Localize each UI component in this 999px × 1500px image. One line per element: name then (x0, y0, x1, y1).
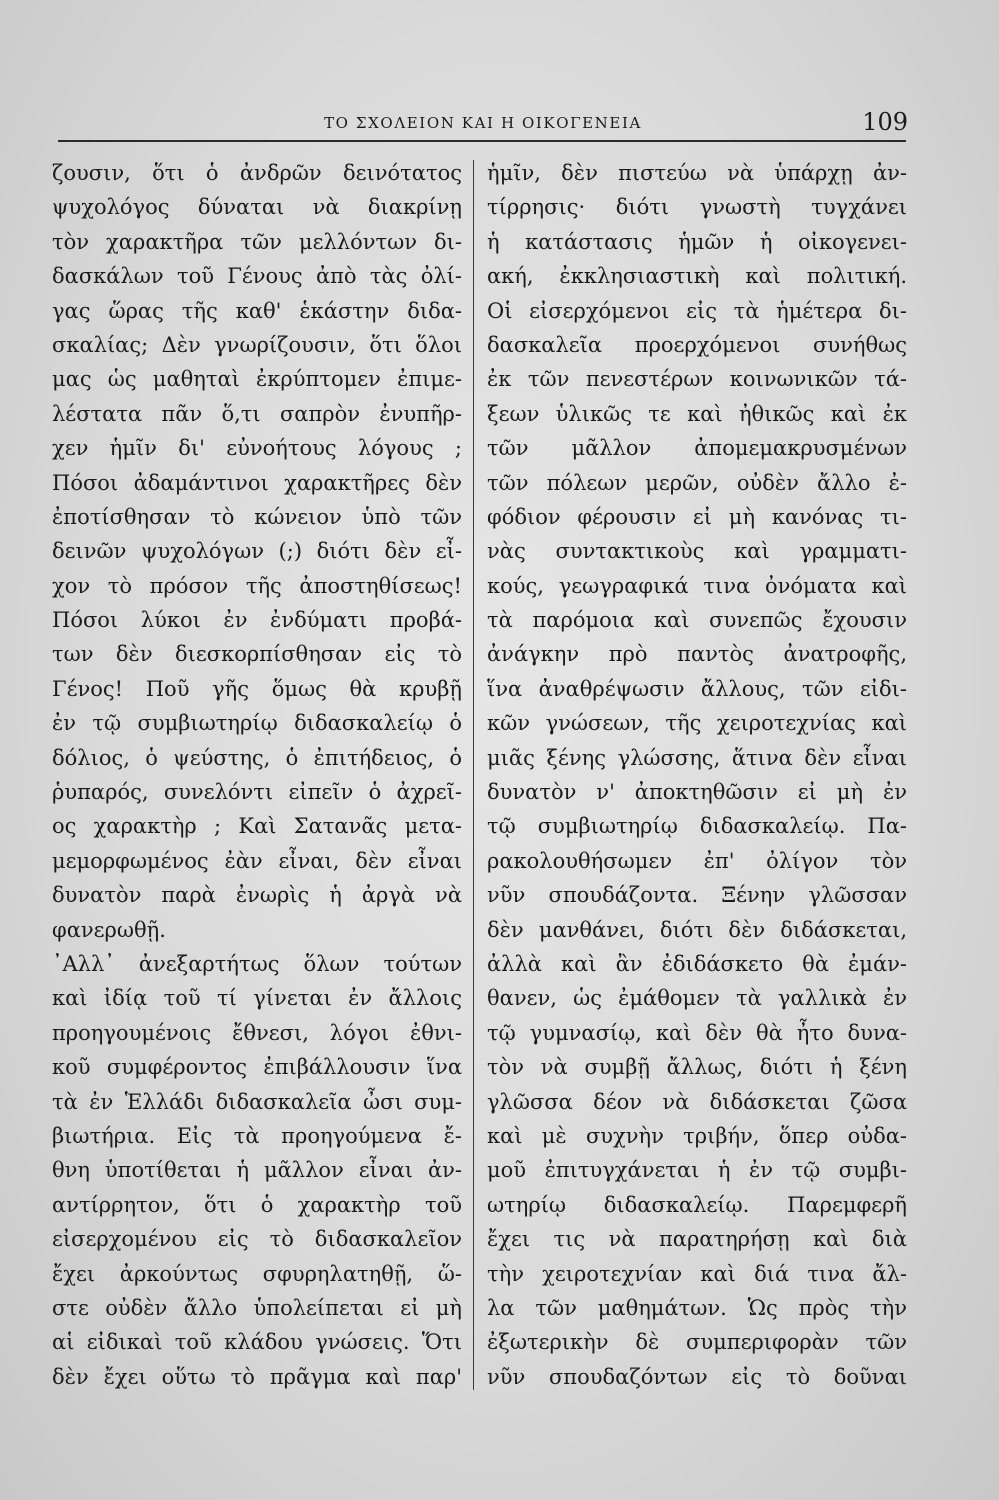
text-line: ᾿Αλλ᾿ ἀνεξαρτήτως ὅλων τούτων (52, 951, 462, 976)
text-line: ἐκ τῶν πενεστέρων κοινωνικῶν τά- (487, 367, 907, 392)
text-line: κοῦ συμφέροντος ἐπιβάλλουσιν ἵνα (52, 1055, 462, 1080)
text-line: φόδιον φέρουσιν εἰ μὴ κανόνας τι- (487, 504, 907, 529)
text-line: τῶν πόλεων μερῶν, οὐδὲν ἄλλο ἐ- (487, 470, 907, 495)
text-line: τὸν νὰ συμβῇ ἄλλως, διότι ἡ ξένη (487, 1055, 907, 1080)
text-line: Γένος! Ποῦ γῆς ὅμως θὰ κρυβῇ (52, 676, 462, 701)
text-line: ος χαρακτὴρ ; Καὶ Σατανᾶς μετα- (52, 814, 462, 839)
text-line: μας ὡς μαθηταὶ ἐκρύπτομεν ἐπιμε- (52, 367, 462, 392)
text-line: δασκαλεῖα προερχόμενοι συνήθως (487, 332, 907, 357)
text-line: ἐποτίσθησαν τὸ κώνειον ὑπὸ τῶν (52, 504, 462, 529)
text-line: χεν ἡμῖν δι' εὐνοήτους λόγους ; (52, 436, 462, 461)
text-line: μιᾶς ξένης γλώσσης, ἅτινα δὲν εἶναι (487, 745, 907, 770)
text-line: δεινῶν ψυχολόγων (;) διότι δὲν εἶ- (52, 539, 462, 564)
text-line: Πόσοι λύκοι ἐν ἐνδύματι προβά- (52, 608, 462, 633)
text-line: χον τὸ πρόσον τῆς ἀποστηθίσεως! (52, 573, 462, 598)
text-line: αἱ εἰδικαὶ τοῦ κλάδου γνώσεις. Ὅτι (52, 1330, 462, 1355)
text-line: καὶ ἰδίᾳ τοῦ τί γίνεται ἐν ἄλλοις (52, 986, 462, 1011)
text-line: τὰ παρόμοια καὶ συνεπῶς ἔχουσιν (487, 608, 907, 633)
text-line: κούς, γεωγραφικά τινα ὀνόματα καὶ (487, 573, 907, 598)
text-line: δὲν μανθάνει, διότι δὲν διδάσκεται, (487, 917, 907, 942)
text-line: τῶν μᾶλλον ἀπομεμακρυσμένων (487, 436, 907, 461)
text-line: Πόσοι ἀδαμάντινοι χαρακτῆρες δὲν (52, 470, 462, 495)
running-title: ΤΟ ΣΧΟΛΕΙΟΝ ΚΑΙ Η ΟΙΚΟΓΕΝΕΙΑ (324, 114, 642, 132)
text-line: μοῦ ἐπιτυγχάνεται ἡ ἐν τῷ συμβι- (487, 1158, 907, 1183)
text-line: ἡ κατάστασις ἡμῶν ἡ οἰκογενει- (487, 229, 907, 254)
text-line: Οἱ εἰσερχόμενοι εἰς τὰ ἡμέτερα δι- (487, 298, 907, 323)
text-line: δόλιος, ὁ ψεύστης, ὁ ἐπιτήδειος, ὁ (52, 745, 462, 770)
text-line: ωτηρίῳ διδασκαλείῳ. Παρεμφερῆ (487, 1192, 907, 1217)
text-line: ῥυπαρός, συνελόντι εἰπεῖν ὁ ἀχρεῖ- (52, 780, 462, 805)
text-line: ἔχει ἀρκούντως σφυρηλατηθῇ, ὥ- (52, 1261, 462, 1286)
text-line: καὶ μὲ συχνὴν τριβήν, ὅπερ οὐδα- (487, 1123, 907, 1148)
text-line: ἔχει τις νὰ παρατηρήσῃ καὶ διὰ (487, 1227, 907, 1252)
text-line: ακή, ἐκκλησιαστικὴ καὶ πολιτική. (487, 264, 907, 289)
text-line: στε οὐδὲν ἄλλο ὑπολείπεται εἰ μὴ (52, 1295, 462, 1320)
text-line: νὰς συντακτικοὺς καὶ γραμματι- (487, 539, 907, 564)
text-line: μεμορφωμένος ἐὰν εἶναι, δὲν εἶναι (52, 848, 462, 873)
text-line: τὸν χαρακτῆρα τῶν μελλόντων δι- (52, 229, 462, 254)
text-line: θνη ὑποτίθεται ἡ μᾶλλον εἶναι ἀν- (52, 1158, 462, 1183)
text-line: τὴν χειροτεχνίαν καὶ διά τινα ἄλ- (487, 1261, 907, 1286)
text-line: γας ὥρας τῆς καθ' ἑκάστην διδα- (52, 298, 462, 323)
right-text-column (487, 156, 907, 1394)
text-line: φανερωθῇ. (52, 917, 166, 942)
text-line: ρακολουθήσωμεν ἐπ' ὀλίγον τὸν (487, 848, 907, 873)
text-line: προηγουμένοις ἔθνεσι, λόγοι ἐθνι- (52, 1020, 462, 1045)
text-line: δυνατὸν ν' ἀποκτηθῶσιν εἰ μὴ ἐν (487, 780, 907, 805)
header-rule (58, 140, 906, 142)
text-line: ἵνα ἀναθρέψωσιν ἄλλους, τῶν εἰδι- (487, 676, 907, 701)
page-number: 109 (862, 108, 908, 136)
text-line: ψυχολόγος δύναται νὰ διακρίνῃ (52, 195, 462, 220)
text-line: αντίρρητον, ὅτι ὁ χαρακτὴρ τοῦ (52, 1192, 462, 1217)
text-line: τῷ συμβιωτηρίῳ διδασκαλείῳ. Πα- (487, 814, 907, 839)
text-line: ἐξωτερικὴν δὲ συμπεριφορὰν τῶν (487, 1330, 907, 1355)
text-line: βιωτήρια. Εἰς τὰ προηγούμενα ἔ- (52, 1123, 462, 1148)
text-line: σκαλίας; Δὲν γνωρίζουσιν, ὅτι ὅλοι (52, 332, 462, 357)
text-line: ἀλλὰ καὶ ἂν ἐδιδάσκετο θὰ ἐμάν- (487, 951, 907, 976)
left-text-column (52, 156, 462, 1394)
page-header (58, 108, 908, 136)
text-line: νῦν σπουδαζόντων εἰς τὸ δοῦναι (487, 1364, 907, 1389)
text-line: τῷ γυμνασίῳ, καὶ δὲν θὰ ἦτο δυνα- (487, 1020, 907, 1045)
text-line: ξεων ὑλικῶς τε καὶ ἠθικῶς καὶ ἐκ (487, 401, 907, 426)
text-line: τὰ ἐν Ἑλλάδι διδασκαλεῖα ὦσι συμ- (52, 1089, 462, 1114)
text-line: ἐν τῷ συμβιωτηρίῳ διδασκαλείῳ ὁ (52, 711, 462, 736)
text-line: ἀνάγκην πρὸ παντὸς ἀνατροφῆς, (487, 642, 907, 667)
text-line: κῶν γνώσεων, τῆς χειροτεχνίας καὶ (487, 711, 907, 736)
column-divider (473, 160, 474, 1390)
text-line: δυνατὸν παρὰ ἐνωρὶς ἡ ἀργὰ νὰ (52, 883, 462, 908)
text-line: των δὲν διεσκορπίσθησαν εἰς τὸ (52, 642, 462, 667)
text-line: γλῶσσα δέον νὰ διδάσκεται ζῶσα (487, 1089, 907, 1114)
text-line: θανεν, ὡς ἐμάθομεν τὰ γαλλικὰ ἐν (487, 986, 907, 1011)
text-line: λα τῶν μαθημάτων. Ὡς πρὸς τὴν (487, 1295, 907, 1320)
text-line: δὲν ἔχει οὕτω τὸ πρᾶγμα καὶ παρ' (52, 1364, 462, 1389)
text-line: λέστατα πᾶν ὅ,τι σαπρὸν ἐνυπῆρ- (52, 401, 462, 426)
text-line: τίρρησις· διότι γνωστὴ τυγχάνει (487, 195, 907, 220)
text-line: νῦν σπουδάζοντα. Ξένην γλῶσσαν (487, 883, 907, 908)
text-line: εἰσερχομένου εἰς τὸ διδασκαλεῖον (52, 1227, 462, 1252)
text-line: ἡμῖν, δὲν πιστεύω νὰ ὑπάρχῃ ἀν- (487, 161, 907, 185)
text-line: ζουσιν, ὅτι ὁ ἀνδρῶν δεινότατος (52, 161, 462, 185)
text-line: δασκάλων τοῦ Γένους ἀπὸ τὰς ὀλί- (52, 264, 462, 289)
